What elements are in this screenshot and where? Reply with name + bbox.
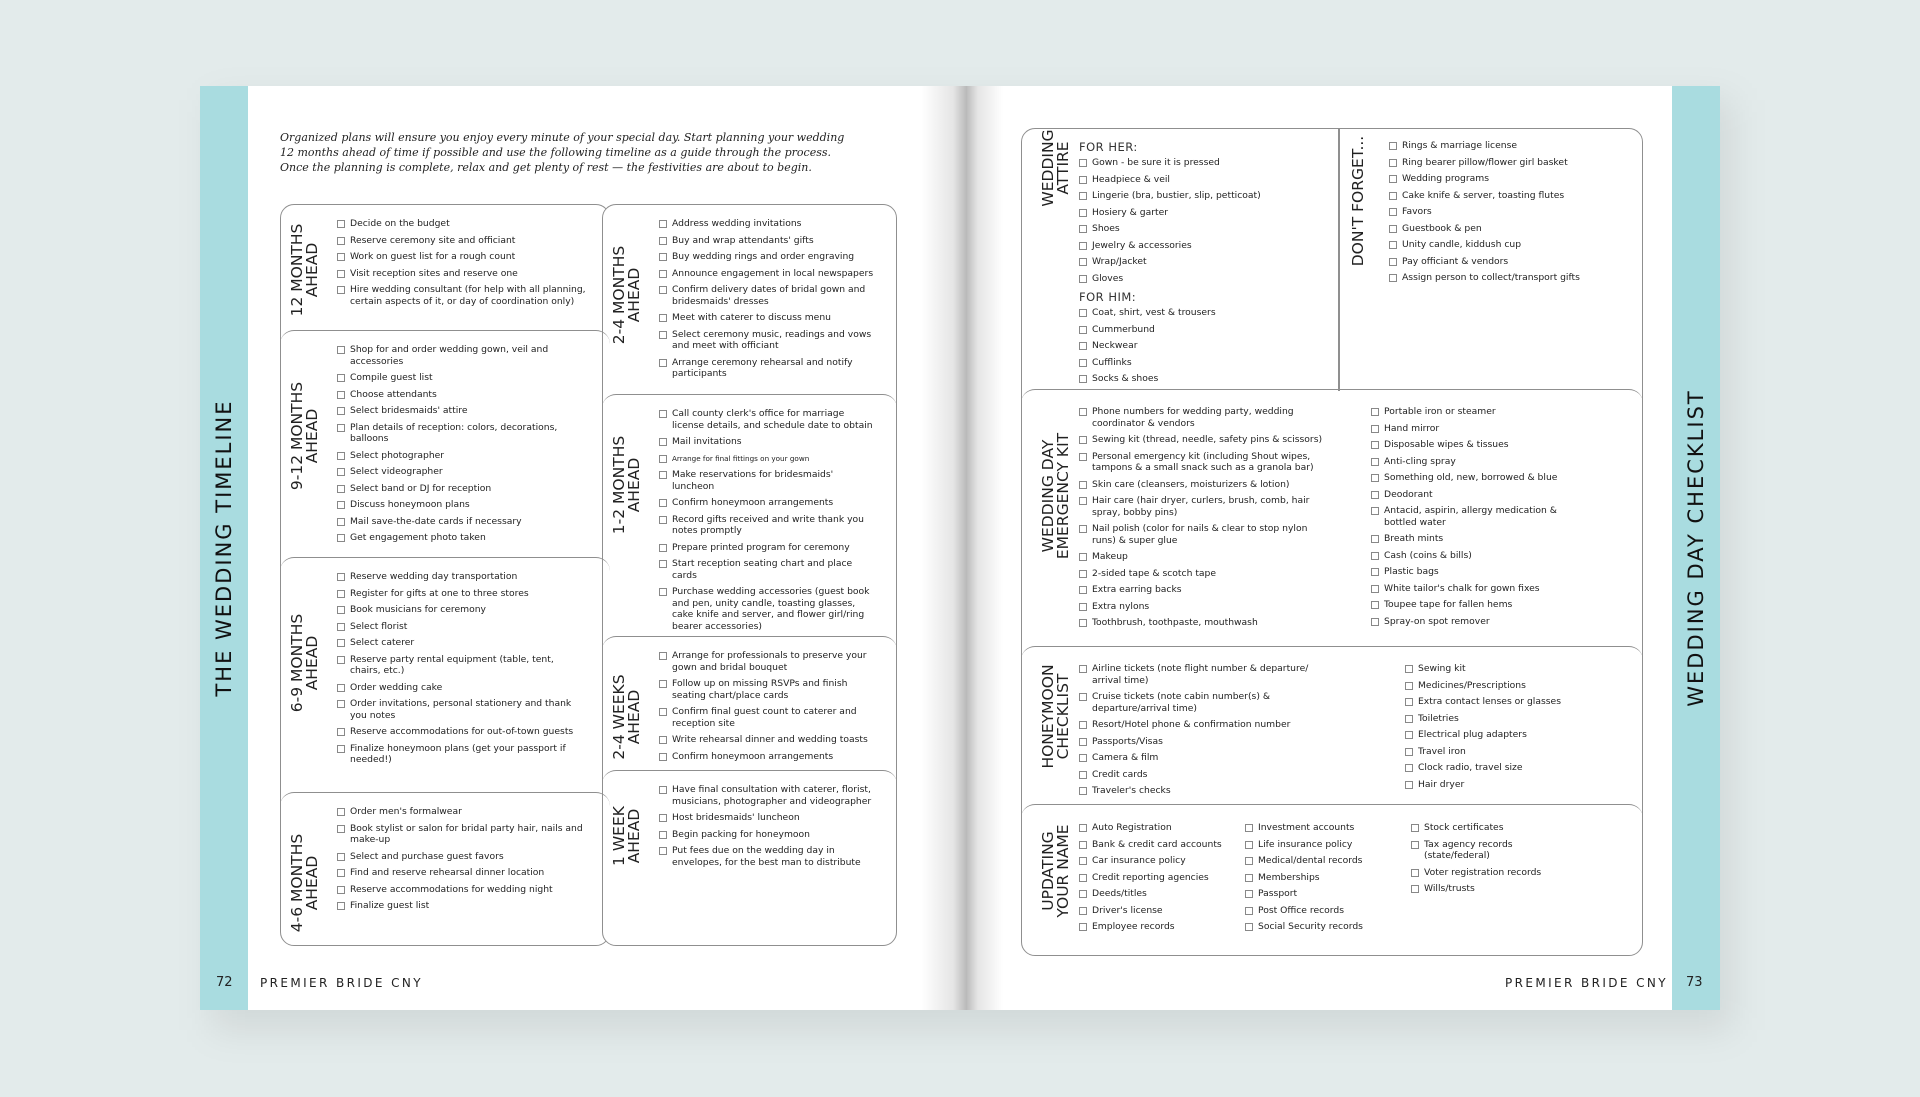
honeymoon-label-line2: CHECKLIST	[1054, 673, 1072, 760]
checklist-item[interactable]: Sewing kit (thread, needle, safety pins & scissors)	[1079, 434, 1329, 446]
timeline-checklist	[337, 344, 587, 549]
checklist-item[interactable]: Coat, shirt, vest & trousers	[1079, 307, 1324, 319]
checklist-item[interactable]: Work on guest list for a rough count	[337, 251, 587, 263]
checklist-item[interactable]: Post Office records	[1245, 905, 1405, 917]
checklist-item[interactable]: Medicines/Prescriptions	[1405, 680, 1605, 692]
checklist-item[interactable]: Confirm honeymoon arrangements	[659, 497, 874, 509]
checklist-item[interactable]: Rings & marriage license	[1389, 140, 1629, 152]
checklist-item[interactable]: Plan details of reception: colors, decorations, balloons	[337, 422, 587, 445]
checklist-item[interactable]: Something old, new, borrowed & blue	[1371, 472, 1581, 484]
timeline-label-line2: AHEAD	[303, 855, 321, 911]
checklist-item[interactable]: Hair dryer	[1405, 779, 1605, 791]
checklist-item[interactable]: Cash (coins & bills)	[1371, 550, 1581, 562]
timeline-label-line2: AHEAD	[625, 689, 643, 745]
timeline-checklist	[337, 806, 587, 917]
checklist-item[interactable]: Hosiery & garter	[1079, 207, 1324, 219]
checklist-item[interactable]: Shoes	[1079, 223, 1324, 235]
checklist-item[interactable]: Start reception seating chart and place cards	[659, 558, 874, 581]
checklist-item[interactable]: Shop for and order wedding gown, veil and accessories	[337, 344, 587, 367]
checklist-item[interactable]: Buy and wrap attendants' gifts	[659, 235, 874, 247]
checklist-item[interactable]: Employee records	[1079, 921, 1239, 933]
checklist-item[interactable]: Lingerie (bra, bustier, slip, petticoat)	[1079, 190, 1324, 202]
timeline-checklist	[659, 784, 874, 873]
checklist-item[interactable]: Ring bearer pillow/flower girl basket	[1389, 157, 1629, 169]
left-stripe	[200, 86, 248, 1010]
checklist-item[interactable]: Mail invitations	[659, 436, 874, 448]
page-number-right: 73	[1686, 975, 1703, 990]
checklist-item[interactable]: Sewing kit	[1405, 663, 1605, 675]
checklist-item[interactable]: Airline tickets (note flight number & departure/ arrival time)	[1079, 663, 1319, 686]
checklist-item[interactable]: Gown - be sure it is pressed	[1079, 157, 1324, 169]
checklist-item[interactable]: Find and reserve rehearsal dinner location	[337, 867, 587, 879]
checklist-item[interactable]: Buy wedding rings and order engraving	[659, 251, 874, 263]
checklist-item[interactable]: Hand mirror	[1371, 423, 1581, 435]
checklist-item[interactable]: Credit reporting agencies	[1079, 872, 1239, 884]
timeline-checklist	[337, 571, 587, 771]
checklist-item[interactable]: Tax agency records (state/federal)	[1411, 839, 1561, 862]
timeline-label-line1: 9-12 MONTHS	[288, 381, 306, 491]
timeline-label-line1: 4-6 MONTHS	[288, 833, 306, 933]
checklist-item[interactable]: Memberships	[1245, 872, 1405, 884]
timeline-section-label	[612, 410, 642, 560]
dont-forget-label	[1351, 126, 1366, 276]
gutter-shadow-right	[967, 86, 1003, 1010]
timeline-checklist	[659, 218, 874, 385]
timeline-label-line2: AHEAD	[303, 635, 321, 691]
checklist-item[interactable]: Register for gifts at one to three stores	[337, 588, 587, 600]
checklist-item[interactable]: Phone numbers for wedding party, wedding coordinator & vendors	[1079, 406, 1329, 429]
timeline-section-label	[290, 346, 320, 526]
checklist-item[interactable]: Cake knife & server, toasting flutes	[1389, 190, 1629, 202]
checklist-item[interactable]: Select photographer	[337, 450, 587, 462]
checklist-item[interactable]: Auto Registration	[1079, 822, 1239, 834]
checklist-item[interactable]: Extra contact lenses or glasses	[1405, 696, 1605, 708]
checklist-item[interactable]: Hair care (hair dryer, curlers, brush, comb, hair spray, bobby pins)	[1079, 495, 1329, 518]
honeymoon-list-1	[1079, 663, 1319, 802]
checklist-item[interactable]: Skin care (cleansers, moisturizers & lotion)	[1079, 479, 1329, 491]
footer-right: PREMIER BRIDE CNY	[1505, 976, 1669, 990]
attire-lists	[1079, 140, 1324, 390]
timeline-label-line1: 12 MONTHS	[288, 223, 306, 317]
checklist-item[interactable]: Decide on the budget	[337, 218, 587, 230]
right-stripe	[1672, 86, 1720, 1010]
checklist-item[interactable]: Spray-on spot remover	[1371, 616, 1581, 628]
honeymoon-label-line1: HONEYMOON	[1039, 664, 1057, 769]
checklist-item[interactable]: Begin packing for honeymoon	[659, 829, 874, 841]
checklist-item[interactable]: Medical/dental records	[1245, 855, 1405, 867]
checklist-item[interactable]: Arrange for professionals to preserve your gown and bridal bouquet	[659, 650, 874, 673]
honeymoon-label	[1041, 654, 1071, 779]
checklist-item[interactable]: Toiletries	[1405, 713, 1605, 725]
checklist-item[interactable]: Jewelry & accessories	[1079, 240, 1324, 252]
timeline-checklist	[659, 408, 874, 637]
checklist-item[interactable]: Select videographer	[337, 466, 587, 478]
checklist-item[interactable]: Choose attendants	[337, 389, 587, 401]
checklist-item[interactable]: Extra earring backs	[1079, 584, 1329, 596]
timeline-section-label	[290, 808, 320, 958]
name-label-line1: UPDATING	[1039, 831, 1057, 911]
checklist-item[interactable]: Hire wedding consultant (for help with all planning, certain aspects of it, or day of coordination only)	[337, 284, 587, 307]
timeline-checklist	[337, 218, 587, 312]
checklist-item[interactable]: Travel iron	[1405, 746, 1605, 758]
for-him-heading: FOR HIM:	[1079, 290, 1137, 304]
checklist-item[interactable]: Host bridesmaids' luncheon	[659, 812, 874, 824]
checklist-item[interactable]: Cruise tickets (note cabin number(s) & departure/arrival time)	[1079, 691, 1319, 714]
checklist-item[interactable]: Confirm delivery dates of bridal gown and bridesmaids' dresses	[659, 284, 874, 307]
timeline-section-label	[612, 220, 642, 370]
checklist-item[interactable]: Bank & credit card accounts	[1079, 839, 1239, 851]
checklist-item[interactable]: Confirm honeymoon arrangements	[659, 751, 874, 763]
checklist-item[interactable]: Order wedding cake	[337, 682, 587, 694]
emergency-label	[1041, 411, 1071, 581]
checklist-item[interactable]: Pay officiant & vendors	[1389, 256, 1629, 268]
checklist-item[interactable]: Get engagement photo taken	[337, 532, 587, 544]
checklist-item[interactable]: Toothbrush, toothpaste, mouthwash	[1079, 617, 1329, 629]
checklist-item[interactable]: Finalize honeymoon plans (get your passport if needed!)	[337, 743, 587, 766]
checklist-item[interactable]: Gloves	[1079, 273, 1324, 285]
checklist-item[interactable]: Arrange ceremony rehearsal and notify participants	[659, 357, 874, 380]
checklist-item[interactable]: Life insurance policy	[1245, 839, 1405, 851]
right-page	[967, 86, 1720, 1010]
checklist-item[interactable]: Clock radio, travel size	[1405, 762, 1605, 774]
timeline-label-line2: AHEAD	[303, 242, 321, 298]
checklist-item[interactable]: Reserve wedding day transportation	[337, 571, 587, 583]
checklist-item[interactable]: Order invitations, personal stationery and thank you notes	[337, 698, 587, 721]
checklist-item[interactable]: Meet with caterer to discuss menu	[659, 312, 874, 324]
footer-left: PREMIER BRIDE CNY	[260, 976, 424, 990]
checklist-item[interactable]: Resort/Hotel phone & confirmation number	[1079, 719, 1319, 731]
checklist-item[interactable]: Voter registration records	[1411, 867, 1561, 879]
checklist-item[interactable]: Camera & film	[1079, 752, 1319, 764]
timeline-label-line2: AHEAD	[625, 808, 643, 864]
checklist-item[interactable]: Visit reception sites and reserve one	[337, 268, 587, 280]
honeymoon-list-2	[1405, 663, 1605, 795]
checklist-item[interactable]: Compile guest list	[337, 372, 587, 384]
timeline-label-line2: AHEAD	[303, 408, 321, 464]
checklist-item[interactable]: Plastic bags	[1371, 566, 1581, 578]
checklist-item[interactable]: Portable iron or steamer	[1371, 406, 1581, 418]
attire-label	[1041, 113, 1071, 223]
emergency-list-2	[1371, 406, 1581, 632]
checklist-item[interactable]: Book stylist or salon for bridal party hair, nails and make-up	[337, 823, 587, 846]
checklist-item[interactable]: Wrap/Jacket	[1079, 256, 1324, 268]
timeline-label-line1: 1-2 MONTHS	[610, 435, 628, 535]
attire-label-line1: WEDDING	[1039, 129, 1057, 207]
checklist-item[interactable]: Order men's formalwear	[337, 806, 587, 818]
emergency-label-line2: EMERGENCY KIT	[1054, 432, 1072, 560]
timeline-checklist	[659, 650, 874, 767]
checklist-item[interactable]: Select florist	[337, 621, 587, 633]
emergency-label-line1: WEDDING DAY	[1039, 439, 1057, 553]
checklist-item[interactable]: Anti-cling spray	[1371, 456, 1581, 468]
timeline-label-line2: AHEAD	[625, 267, 643, 323]
checklist-item[interactable]: Confirm final guest count to caterer and reception site	[659, 706, 874, 729]
checklist-item[interactable]: Call county clerk's office for marriage license details, and schedule date to obtain	[659, 408, 874, 431]
checklist-item[interactable]: Purchase wedding accessories (guest book and pen, unity candle, toasting glasses, cake knife and server, and flower girl/ring bearer accessories)	[659, 586, 874, 632]
checklist-item[interactable]: Wills/trusts	[1411, 883, 1561, 895]
for-her-heading: FOR HER:	[1079, 140, 1138, 154]
checklist-item[interactable]: Write rehearsal dinner and wedding toasts	[659, 734, 874, 746]
name-list-1	[1079, 822, 1239, 938]
checklist-item[interactable]: Toupee tape for fallen hems	[1371, 599, 1581, 611]
checklist-item[interactable]: Breath mints	[1371, 533, 1581, 545]
checklist-item[interactable]: Disposable wipes & tissues	[1371, 439, 1581, 451]
checklist-item[interactable]: Makeup	[1079, 551, 1329, 563]
checklist-item[interactable]: Discuss honeymoon plans	[337, 499, 587, 511]
checklist-item[interactable]: Neckwear	[1079, 340, 1324, 352]
timeline-section-label	[290, 220, 320, 320]
checklist-item[interactable]: Select and purchase guest favors	[337, 851, 587, 863]
left-stripe-title: THE WEDDING TIMELINE	[212, 399, 236, 697]
checklist-item[interactable]: 2-sided tape & scotch tape	[1079, 568, 1329, 580]
checklist-item[interactable]: Traveler's checks	[1079, 785, 1319, 797]
checklist-item[interactable]: Passports/Visas	[1079, 736, 1319, 748]
checklist-item[interactable]: Guestbook & pen	[1389, 223, 1629, 235]
checklist-item[interactable]: Follow up on missing RSVPs and finish seating chart/place cards	[659, 678, 874, 701]
timeline-section-label	[290, 573, 320, 753]
timeline-label-line1: 1 WEEK	[610, 806, 628, 866]
timeline-label-line1: 6-9 MONTHS	[288, 613, 306, 713]
checklist-item[interactable]: Investment accounts	[1245, 822, 1405, 834]
checklist-item[interactable]: Credit cards	[1079, 769, 1319, 781]
checklist-item[interactable]: Reserve accommodations for wedding night	[337, 884, 587, 896]
checklist-item[interactable]: Driver's license	[1079, 905, 1239, 917]
checklist-item[interactable]: Social Security records	[1245, 921, 1405, 933]
checklist-item[interactable]: Select band or DJ for reception	[337, 483, 587, 495]
checklist-item[interactable]: Cufflinks	[1079, 357, 1324, 369]
checklist-item[interactable]: Headpiece & veil	[1079, 174, 1324, 186]
checklist-item[interactable]: Announce engagement in local newspapers	[659, 268, 874, 280]
checklist-item[interactable]: Favors	[1389, 206, 1629, 218]
right-stripe-title: WEDDING DAY CHECKLIST	[1684, 389, 1708, 707]
name-label-line2: YOUR NAME	[1054, 824, 1072, 918]
checklist-item[interactable]: Nail polish (color for nails & clear to stop nylon runs) & super glue	[1079, 523, 1329, 546]
page-number-left: 72	[216, 975, 233, 990]
for-him-list	[1079, 307, 1324, 385]
checklist-item[interactable]: Personal emergency kit (including Shout wipes, tampons & a small snack such as a granola bar)	[1079, 451, 1329, 474]
checklist-item[interactable]: Prepare printed program for ceremony	[659, 542, 874, 554]
checklist-item[interactable]: Cummerbund	[1079, 324, 1324, 336]
checklist-item[interactable]: Socks & shoes	[1079, 373, 1324, 385]
checklist-item[interactable]: Select ceremony music, readings and vows and meet with officiant	[659, 329, 874, 352]
checklist-item[interactable]: Arrange for final fittings on your gown	[659, 453, 874, 465]
name-list-3	[1411, 822, 1561, 900]
checklist-item[interactable]: Reserve party rental equipment (table, tent, chairs, etc.)	[337, 654, 587, 677]
timeline-section-label	[612, 786, 642, 886]
divider-attire-dontforget	[1338, 129, 1340, 391]
checklist-item[interactable]: Address wedding invitations	[659, 218, 874, 230]
checklist-item[interactable]: Finalize guest list	[337, 900, 587, 912]
dont-forget-label-line1: DON'T FORGET...	[1349, 135, 1367, 267]
checklist-item[interactable]: Wedding programs	[1389, 173, 1629, 185]
checklist-item[interactable]: Car insurance policy	[1079, 855, 1239, 867]
checklist-item[interactable]: Mail save-the-date cards if necessary	[337, 516, 587, 528]
checklist-item[interactable]: Extra nylons	[1079, 601, 1329, 613]
name-label	[1041, 816, 1071, 926]
checklist-item[interactable]: Reserve ceremony site and officiant	[337, 235, 587, 247]
gutter-shadow-left	[921, 86, 967, 1010]
left-page	[200, 86, 967, 1010]
checklist-item[interactable]: Antacid, aspirin, allergy medication & bottled water	[1371, 505, 1581, 528]
checklist-item[interactable]: Deodorant	[1371, 489, 1581, 501]
checklist-item[interactable]: Book musicians for ceremony	[337, 604, 587, 616]
checklist-item[interactable]: Make reservations for bridesmaids' luncheon	[659, 469, 874, 492]
attire-label-line2: ATTIRE	[1054, 141, 1072, 195]
dont-forget-list	[1389, 140, 1629, 289]
checklist-item[interactable]: White tailor's chalk for gown fixes	[1371, 583, 1581, 595]
checklist-item[interactable]: Select caterer	[337, 637, 587, 649]
timeline-label-line1: 2-4 WEEKS	[610, 674, 628, 760]
name-section	[1021, 804, 1643, 824]
timeline-section-label	[612, 652, 642, 782]
checklist-item[interactable]: Electrical plug adapters	[1405, 729, 1605, 741]
checklist-item[interactable]: Reserve accommodations for out-of-town guests	[337, 726, 587, 738]
checklist-item[interactable]: Have final consultation with caterer, florist, musicians, photographer and videographer	[659, 784, 874, 807]
checklist-item[interactable]: Put fees due on the wedding day in envelopes, for the best man to distribute	[659, 845, 874, 868]
checklist-item[interactable]: Passport	[1245, 888, 1405, 900]
checklist-item[interactable]: Unity candle, kiddush cup	[1389, 239, 1629, 251]
checklist-item[interactable]: Record gifts received and write thank you notes promptly	[659, 514, 874, 537]
emergency-list-1	[1079, 406, 1329, 634]
checklist-item[interactable]: Assign person to collect/transport gifts	[1389, 272, 1629, 284]
checklist-item[interactable]: Deeds/titles	[1079, 888, 1239, 900]
for-her-list	[1079, 157, 1324, 284]
intro-paragraph: Organized plans will ensure you enjoy every minute of your special day. Start planning your wedding 12 months ahead of time if possible and use the following timeline as a guide through the process. Once the planning is complete, relax and get plenty of rest — the festivities are about to begin.	[280, 131, 845, 174]
name-list-2	[1245, 822, 1405, 938]
timeline-label-line1: 2-4 MONTHS	[610, 245, 628, 345]
checklist-item[interactable]: Stock certificates	[1411, 822, 1561, 834]
checklist-item[interactable]: Select bridesmaids' attire	[337, 405, 587, 417]
timeline-label-line2: AHEAD	[625, 457, 643, 513]
